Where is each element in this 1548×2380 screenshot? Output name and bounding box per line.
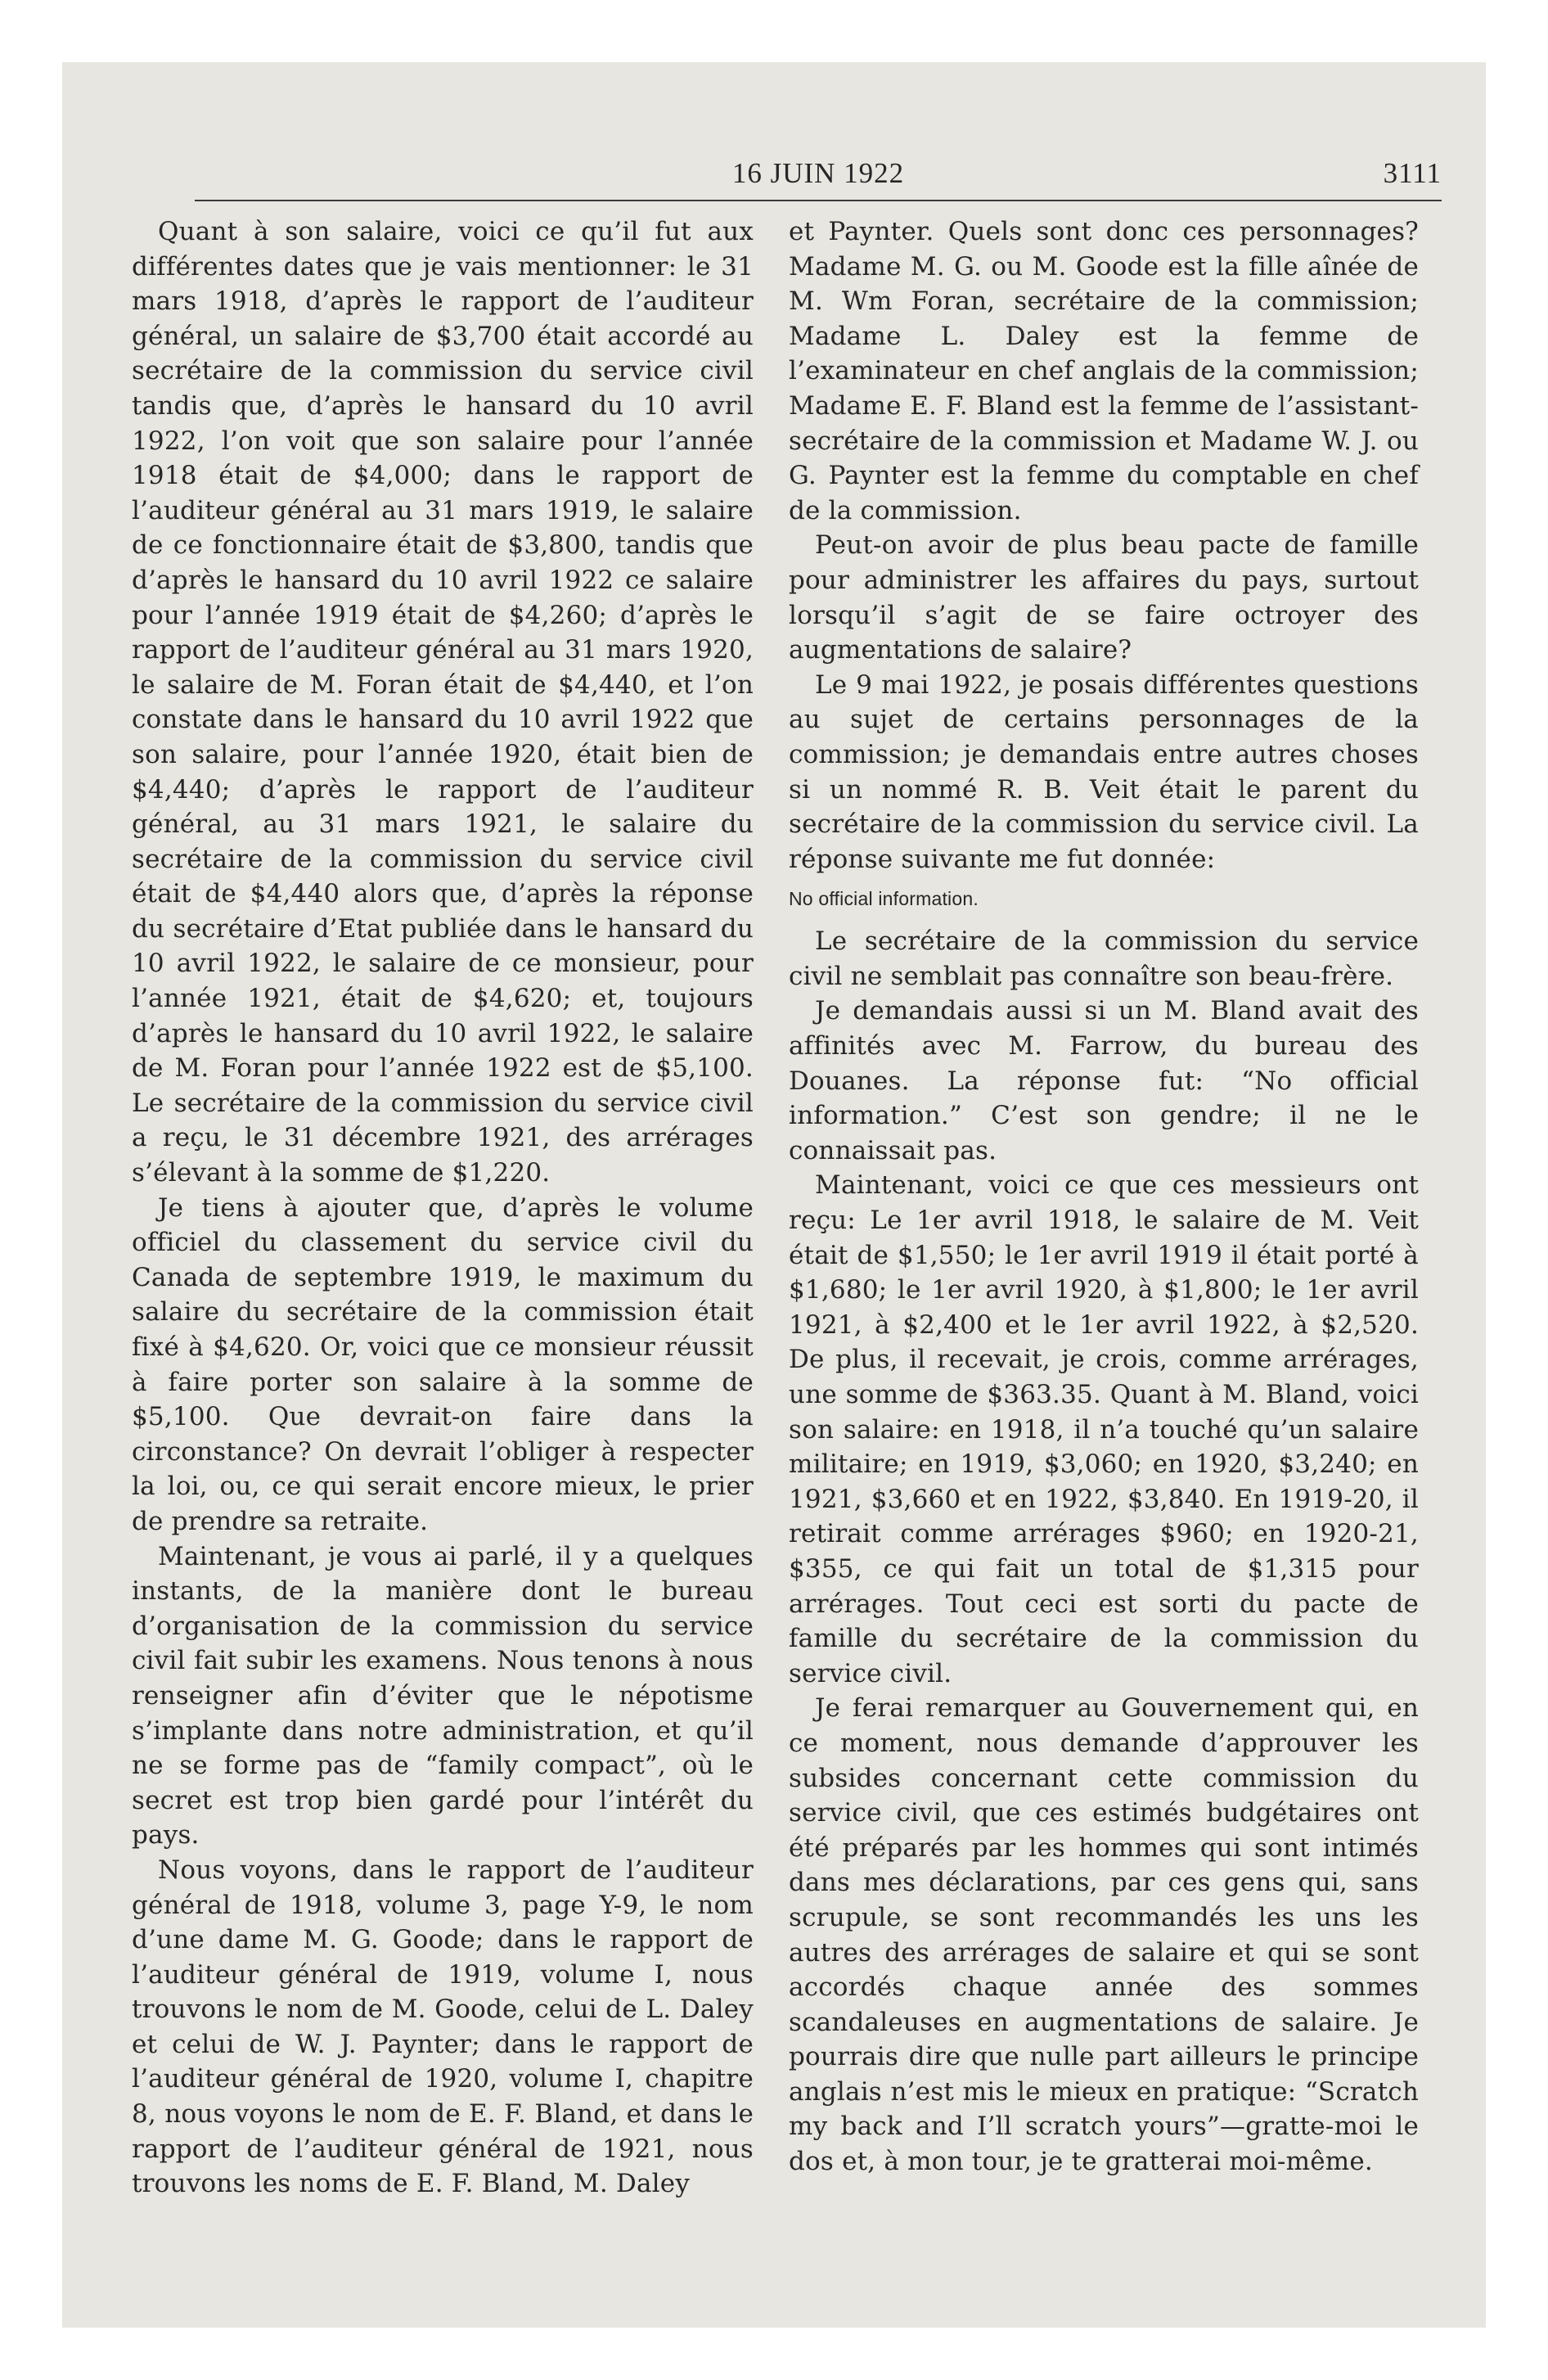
paragraph: Quant à son salaire, voici ce qu’il fut aux différentes dates que je vais mentionner: le 31 mars 1918, d’après le rapport de l’auditeur général, un salaire de $3,700 était accordé au secrétaire de la commission du service civil tandis que, d’après le hansard du 10 avril 1922, l’on voit que son salaire pour l’année 1918 était de $4,000; dans le rapport de l’auditeur général au 31 mars 1919, le salaire de ce fonctionnaire était de $3,800, tandis que d’après le hansard du 10 avril 1922 ce salaire pour l’année 1919 était de $4,260; d’après le rapport de l’auditeur général au 31 mars 1920, le salaire de M. Foran était de $4,440, et l’on constate dans le hansard du 10 avril 1922 que son salaire, pour l’année 1920, était bien de $4,440; d’après le rapport de l’auditeur général, au 31 mars 1921, le salaire du secrétaire de la commission du service civil était de $4,440 alors que, d’après la réponse du secrétaire d’Etat publiée dans le hansard du 10 avril 1922, le salaire de ce monsieur, pour l’année 1921, était de $4,620; et, toujours d’après le hansard du 10 avril 1922, le salaire de M. Foran pour l’année 1922 est de $5,100. Le secrétaire de la commission du service civil a reçu, le 31 décembre 1921, des arrérages s’élevant à la somme de $1,220. bbox=[132, 217, 754, 1188]
header-date: 16 JUIN 1922 bbox=[731, 157, 905, 189]
paragraph: Peut-on avoir de plus beau pacte de famille pour administrer les affaires du pays, surtout lorsqu’il s’agit de se faire octroyer des augmentations de salaire? bbox=[789, 530, 1419, 665]
paragraph: Maintenant, voici ce que ces messieurs ont reçu: Le 1er avril 1918, le salaire de M. Veit était de $1,550; le 1er avril 1919 il était porté à $1,680; le 1er avril 1920, à $1,800; le 1er avril 1921, à $2,400 et le 1er avril 1922, à $2,520. De plus, il recevait, je crois, comme arrérages, une somme de $363.35. Quant à M. Bland, voici son salaire: en 1918, il n’a touché qu’un salaire militaire; en 1919, $3,060; en 1920, $3,240; en 1921, $3,660 et en 1922, $3,840. En 1919-20, il retirait comme arrérages $960; en 1920-21, $355, ce qui fait un total de $1,315 pour arrérages. Tout ceci est sorti du pacte de famille du secrétaire de la commission du service civil. bbox=[789, 1170, 1419, 1688]
paragraph-continuation: et Paynter. Quels sont donc ces personnages? Madame M. G. ou M. Goode est la fille aînée de M. Wm Foran, secrétaire de la commission; Madame L. Daley est la femme de l’examinateur en chef anglais de la commission; Madame E. F. Bland est la femme de l’assistant-secrétaire de la commission et Madame W. J. ou G. Paynter est la femme du comptable en chef de la commission. bbox=[789, 217, 1419, 525]
quoted-answer: No official information. bbox=[789, 888, 979, 910]
paragraph: Je tiens à ajouter que, d’après le volume officiel du classement du service civil du Canada de septembre 1919, le maximum du salaire du secrétaire de la commission était fixé à $4,620. Or, voici que ce monsieur réussit à faire porter son salaire à la somme de $5,100. Que devrait-on faire dans la circonstance? On devrait l’obliger à respecter la loi, ou, ce qui serait encore mieux, le prier de prendre sa retraite. bbox=[132, 1192, 754, 1536]
page-number: 3111 bbox=[1383, 157, 1442, 189]
right-column bbox=[789, 214, 1419, 2179]
page-content bbox=[62, 62, 1486, 2328]
paragraph: Le secrétaire de la commission du service civil ne semblait pas connaître son beau-frère. bbox=[789, 926, 1419, 991]
header-rule bbox=[195, 200, 1442, 201]
page-header bbox=[195, 157, 1442, 210]
scanned-page bbox=[62, 62, 1486, 2328]
paragraph: Maintenant, je vous ai parlé, il y a quelques instants, de la manière dont le bureau d’organisation de la commission du service civil fait subir les examens. Nous tenons à nous renseigner afin d’éviter que le népotisme s’implante dans notre administration, et qu’il ne se forme pas de “family compact”, où le secret est trop bien gardé pour l’intérêt du pays. bbox=[132, 1541, 754, 1850]
paragraph: Nous voyons, dans le rapport de l’auditeur général de 1918, volume 3, page Y-9, le nom d’une dame M. G. Goode; dans le rapport de l’auditeur général de 1919, volume I, nous trouvons le nom de M. Goode, celui de L. Daley et celui de W. J. Paynter; dans le rapport de l’auditeur général de 1920, volume I, chapitre 8, nous voyons le nom de E. F. Bland, et dans le rapport de l’auditeur général de 1921, nous trouvons les noms de E. F. Bland, M. Daley bbox=[132, 1855, 754, 2199]
paragraph: Je ferai remarquer au Gouvernement qui, en ce moment, nous demande d’approuver les subsides concernant cette commission du service civil, que ces estimés budgétaires ont été préparés par les hommes qui sont intimés dans mes déclarations, par ces gens qui, sans scrupule, se sont recommandés les uns les autres des arrérages de salaire et qui se sont accordés chaque année des sommes scandaleuses en augmentations de salaire. Je pourrais dire que nulle part ailleurs le principe anglais n’est mis le mieux en pratique: “Scratch my back and I’ll scratch yours”—gratte-moi le dos et, à mon tour, je te gratterai moi-même. bbox=[789, 1693, 1419, 2177]
paragraph: Le 9 mai 1922, je posais différentes questions au sujet de certains personnages de la commission; je demandais entre autres choses si un nommé R. B. Veit était le parent du secrétaire de la commission du service civil. La réponse suivante me fut donnée: bbox=[789, 669, 1419, 874]
paragraph: Je demandais aussi si un M. Bland avait des affinités avec M. Farrow, du bureau des Douanes. La réponse fut: “No official information.” C’est son gendre; il ne le connaissait pas. bbox=[789, 996, 1419, 1165]
left-column bbox=[132, 214, 754, 2202]
